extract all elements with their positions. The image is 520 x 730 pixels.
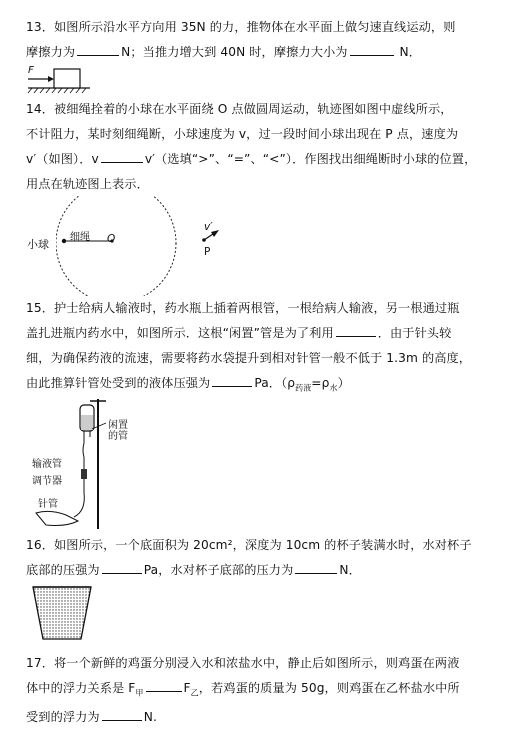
q16-line1: 16．如图所示，一个底面积为 20cm²，深度为 10cm 的杯子装满水时，水对杯子 xyxy=(26,538,472,552)
q15-line2 xyxy=(26,321,504,346)
answer-blank[interactable] xyxy=(102,560,142,574)
answer-blank[interactable] xyxy=(350,42,394,56)
question-17 xyxy=(26,651,504,730)
idle-tube-text: 闲置 xyxy=(108,420,128,431)
q17-text: 体中的浮力关系是 F xyxy=(26,681,136,695)
infusion-tube-label: 输液管 xyxy=(32,459,62,470)
question-16 xyxy=(26,533,504,583)
idle-tube-text: 的管 xyxy=(108,431,128,442)
q15-text: ．由于针头较 xyxy=(377,326,452,340)
push-block-figure xyxy=(24,64,94,94)
q16-line2 xyxy=(26,558,504,583)
answer-blank[interactable] xyxy=(77,42,119,56)
subscript: 乙 xyxy=(190,688,199,698)
needle-label: 针管 xyxy=(38,499,58,510)
q17-text: N. xyxy=(143,710,157,725)
q16-text: Pa，水对杯子底部的压力为 xyxy=(143,563,294,577)
point-p-label: P xyxy=(204,246,211,258)
q17-line2 xyxy=(26,676,504,705)
subscript: 水 xyxy=(329,383,338,393)
answer-blank[interactable] xyxy=(146,678,182,692)
q13-text: N． xyxy=(395,45,422,59)
answer-blank[interactable] xyxy=(295,560,337,574)
q15-text: ） xyxy=(337,376,350,390)
answer-blank[interactable] xyxy=(212,373,252,387)
q15-text: =ρ xyxy=(311,376,330,390)
q15-text: 盖扎进瓶内药水中，如图所示．这根“闲置”管是为了利用 xyxy=(26,326,334,340)
q14-line1: 14．被细绳拴着的小球在水平面绕 O 点做圆周运动，轨迹图如图中虚线所示， xyxy=(26,102,453,116)
q16-text: 底部的压强为 xyxy=(26,563,100,577)
question-13 xyxy=(26,15,504,65)
q14-text: v′（选填“>”、“=”、“<”）．作图找出细绳断时小球的位置， xyxy=(144,152,477,166)
q17-line1: 17．将一个新鲜的鸡蛋分别浸入水和浓盐水中，静止后如图所示，则鸡蛋在两液 xyxy=(26,656,460,670)
q16-text: N． xyxy=(339,563,361,577)
q13-line2 xyxy=(26,40,504,65)
circular-motion-figure xyxy=(56,196,256,296)
q17-text: ，若鸡蛋的质量为 50g，则鸡蛋在乙杯盐水中所 xyxy=(198,681,460,695)
cup-figure xyxy=(31,585,93,643)
q15-line3: 细，为确保药液的流速，需要将药水袋提升到相对针管一般不低于 1.3m 的高度， xyxy=(26,351,472,365)
subscript: 药液 xyxy=(295,383,312,393)
answer-blank[interactable] xyxy=(336,323,376,337)
idle-tube-label xyxy=(108,420,128,442)
q14-line4: 用点在轨迹图上表示． xyxy=(26,177,149,191)
force-label: F xyxy=(28,65,34,76)
answer-blank[interactable] xyxy=(102,707,142,721)
q13-text: N；当推力增大到 40N 时，摩擦力大小为 xyxy=(121,45,348,59)
q15-text: 由此推算针管处受到的液体压强为 xyxy=(26,376,211,390)
question-14 xyxy=(26,97,504,197)
answer-blank[interactable] xyxy=(101,149,143,163)
velocity-label: v′ xyxy=(204,221,213,233)
q13-line1: 13．如图所示沿水平方向用 35N 的力，推物体在水平面上做匀速直线运动，则 xyxy=(26,20,456,34)
q14-text: v′（如图）．v xyxy=(26,152,99,166)
center-o-label: O xyxy=(107,233,116,245)
subscript: 甲 xyxy=(135,688,144,698)
question-15 xyxy=(26,296,504,400)
rope-label: 细绳 xyxy=(70,232,90,243)
q15-text: Pa．（ρ xyxy=(254,376,296,390)
q13-text: 摩擦力为 xyxy=(26,45,76,59)
q14-line3 xyxy=(26,147,504,172)
q14-line2: 不计阻力，某时刻细绳断，小球速度为 v，过一段时间小球出现在 P 点，速度为 xyxy=(26,127,459,141)
ball-label: 小球 xyxy=(27,238,49,251)
q15-line1: 15．护士给病人输液时，药水瓶上插着两根管，一根给病人输液，另一根通过瓶 xyxy=(26,301,460,315)
q17-text: F xyxy=(183,681,191,695)
regulator-label: 调节器 xyxy=(32,476,62,487)
q17-text: 受到的浮力为 xyxy=(26,710,100,725)
